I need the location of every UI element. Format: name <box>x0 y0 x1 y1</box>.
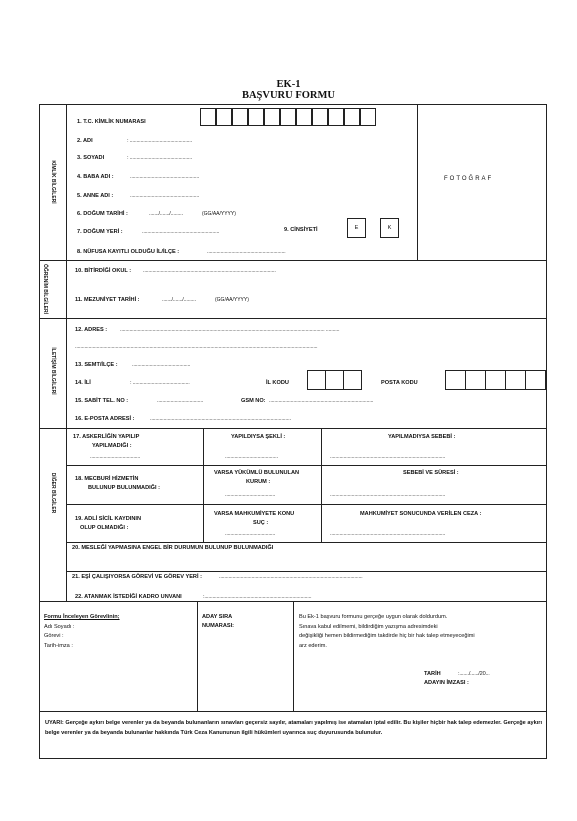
photo-label: FOTOĞRAF <box>444 176 494 182</box>
tc-digit-box[interactable] <box>344 108 360 126</box>
adi-label: 2. ADI <box>77 138 93 144</box>
adres-field[interactable]: ....................................................................................................................................................... .......... <box>120 327 340 333</box>
il-label: 14. İLİ <box>75 380 91 386</box>
cinsiyet-k-checkbox[interactable] <box>380 218 399 238</box>
tc-digit-box[interactable] <box>200 108 216 126</box>
dogum-tarihi-label: 6. DOĞUM TARİHİ : <box>77 211 128 217</box>
adli-sicil-label: 19. ADLİ SİCİL KAYDININ <box>75 516 141 522</box>
tc-digit-box[interactable] <box>280 108 296 126</box>
diger-grid-line <box>321 428 322 542</box>
mahkumiyet-konu-field[interactable]: ..................................... <box>225 531 276 537</box>
askerlik-label: 17. ASKERLİĞİN YAPILIP <box>73 434 140 440</box>
kimlik-section-divider <box>39 260 547 261</box>
adres-field-line2[interactable]: ................................................................................................................................................................................... <box>75 344 318 350</box>
iletisim-section-divider <box>39 428 547 429</box>
eposta-field[interactable]: ........................................................................................................ <box>150 416 291 422</box>
cinsiyet-label: 9. CİNSİYETİ <box>284 227 318 233</box>
aday-sira-label: ADAY SIRA <box>202 614 233 620</box>
sebebi-suresi-label: SEBEBİ VE SÜRESİ : <box>403 470 459 476</box>
sabit-tel-label: 15. SABİT TEL. NO : <box>75 398 129 404</box>
es-gorevi-label: 21. EŞİ ÇALIŞIYORSA GÖREVİ VE GÖREV YERİ : <box>72 574 202 580</box>
adi-field[interactable]: : .............................................. <box>127 138 192 144</box>
tc-digit-box[interactable] <box>328 108 344 126</box>
tc-digit-box[interactable] <box>232 108 248 126</box>
uyari-text: UYARI: Gerçeğe aykırı belge verenler ya da beyanda bulunanların sınavları geçersiz sayılır, atamaları yapılmış ise atamaları iptal edilir. Bu kişiler hiçbir hak talep edemezler. Gerçeğe aykırı belge verenler ya da beyanda bulunanlar hakkında Türk Ceza Kanununun ilgili hükümleri uyarınca suç duyurusunda bulunulur. <box>45 720 542 736</box>
yukumlu-kurum-label-2: KURUM : <box>246 479 271 485</box>
anne-adi-field[interactable]: ................................................... <box>130 193 200 199</box>
il-kodu-digit-box[interactable] <box>343 370 362 390</box>
mezuniyet-tarihi-hint: (GG/AA/YYYY) <box>215 297 249 303</box>
yukumlu-kurum-field[interactable]: ..................................... <box>225 492 276 498</box>
posta-kodu-digit-box[interactable] <box>505 370 526 390</box>
adres-label: 12. ADRES : <box>75 327 108 333</box>
il-kodu-label: İL KODU <box>266 380 289 386</box>
il-kodu-digit-box[interactable] <box>307 370 326 390</box>
inceleyen-imza-label: Tarih-imza : <box>44 643 73 649</box>
section-label-kimlik: KİMLİK BİLGİLERİ <box>50 160 56 204</box>
inceleyen-gorevli-heading: Formu İnceleyen Görevlinin; <box>44 614 120 620</box>
form-annex-label: EK-1 <box>276 79 301 90</box>
tc-digit-box[interactable] <box>296 108 312 126</box>
tc-no-label: 1. T.C. KİMLİK NUMARASI <box>77 119 146 125</box>
cinsiyet-e-label: E <box>354 225 359 231</box>
sabit-tel-field[interactable]: .................................. <box>157 398 204 404</box>
dogum-yeri-label: 7. DOĞUM YERİ : <box>77 229 123 235</box>
askerlik-sekli-field[interactable]: ....................................... <box>225 454 278 460</box>
mahkumiyet-ceza-label: MAHKUMİYET SONUCUNDA VERİLEN CEZA : <box>360 511 482 517</box>
dogum-tarihi-field[interactable]: ......./......./......... <box>149 211 183 217</box>
eposta-label: 16. E-POSTA ADRESİ : <box>75 416 135 422</box>
diger-row-divider <box>66 542 547 543</box>
cinsiyet-k-label: K <box>387 225 392 231</box>
askerlik-sebebi-field[interactable]: ..................................................................................... <box>330 454 446 460</box>
bitirdigi-okul-field[interactable]: .................................................................................................. <box>143 268 276 274</box>
baba-adi-field[interactable]: ................................................... <box>130 174 200 180</box>
tc-digit-box[interactable] <box>264 108 280 126</box>
adli-sicil-label-2: OLUP OLMADIĞI : <box>80 525 129 531</box>
semt-ilce-label: 13. SEMT/İLÇE : <box>75 362 118 368</box>
soyadi-field[interactable]: : .............................................. <box>127 155 192 161</box>
il-kodu-digit-box[interactable] <box>325 370 344 390</box>
posta-kodu-digit-box[interactable] <box>465 370 486 390</box>
askerlik-sebebi-label: YAPILMADIYSA SEBEBİ : <box>388 434 456 440</box>
askerlik-label-2: YAPILMADIĞI : <box>92 443 132 449</box>
il-field[interactable]: : .......................................... <box>130 380 190 386</box>
yukumlu-kurum-label: VARSA YÜKÜMLÜ BULUNULAN <box>214 470 300 476</box>
section-label-ogrenim: ÖĞRENİM BİLGİLERİ <box>42 264 48 314</box>
semt-ilce-field[interactable]: ........................................... <box>132 362 191 368</box>
baba-adi-label: 4. BABA ADI : <box>77 174 114 180</box>
diger-row-divider <box>66 571 547 572</box>
tc-digit-box[interactable] <box>360 108 376 126</box>
tc-digit-box[interactable] <box>248 108 264 126</box>
footer-divider <box>197 601 198 712</box>
dogum-tarihi-hint: (GG/AA/YYYY) <box>202 211 236 217</box>
mezuniyet-tarihi-label: 11. MEZUNİYET TARİHİ : <box>75 297 140 303</box>
bitirdigi-okul-label: 10. BİTİRDİĞİ OKUL : <box>75 268 132 274</box>
aday-sira-label-2: NUMARASI: <box>202 623 235 629</box>
diger-row-divider <box>66 504 547 505</box>
section-label-diger: DİĞER BİLGİLER <box>50 472 56 514</box>
beyan-line-3: değişikliği hemen bildirmediğim takdirde hiç bir hak talep etmeyeceğimi <box>299 633 475 639</box>
soyadi-label: 3. SOYADI <box>77 155 105 161</box>
beyan-line-2: Sınava kabul edilmemi, bildirdiğim yazışma adresimdeki <box>299 624 438 630</box>
gsm-label: GSM NO: <box>241 398 266 404</box>
form-title: BAŞVURU FORMU <box>241 90 336 101</box>
diger-row-divider <box>66 465 547 466</box>
posta-kodu-label: POSTA KODU <box>381 380 418 386</box>
gsm-field[interactable]: ............................................................................. <box>269 398 374 404</box>
mecburi-hizmet-label-2: BULUNUP BULUNMADIĞI : <box>88 485 160 491</box>
mahkumiyet-ceza-field[interactable]: ..................................................................................... <box>330 531 446 537</box>
kadro-unvani-field[interactable]: :............................................................................... <box>203 594 312 600</box>
tc-digit-box[interactable] <box>216 108 232 126</box>
posta-kodu-digit-box[interactable] <box>485 370 506 390</box>
tarih-label: TARİH <box>424 671 441 677</box>
diger-grid-line <box>203 428 204 542</box>
mezuniyet-tarihi-field[interactable]: ......./......./......... <box>162 297 196 303</box>
inceleyen-gorevi-label: Görevi : <box>44 633 64 639</box>
kadro-unvani-label: 22. ATANMAK İSTEDİĞİ KADRO UNVANI <box>75 594 182 600</box>
tarih-field[interactable]: :......./....../20... <box>458 671 490 677</box>
cinsiyet-e-checkbox[interactable] <box>347 218 366 238</box>
dogum-yeri-field[interactable]: ......................................................... <box>142 229 220 235</box>
nufus-il-ilce-field[interactable]: .......................................................... <box>207 249 286 255</box>
mahkumiyet-konu-label: VARSA MAHKUMİYETE KONU <box>214 511 295 517</box>
posta-kodu-digit-box[interactable] <box>525 370 546 390</box>
section-label-iletisim: İLETİŞİM BİLGİLERİ <box>50 347 56 395</box>
aday-imza-label: ADAYIN İMZASI : <box>424 680 469 686</box>
inceleyen-adi-label: Adı Soyadı : <box>44 624 75 630</box>
mahkumiyet-konu-label-2: SUÇ : <box>253 520 269 526</box>
posta-kodu-digit-box[interactable] <box>445 370 466 390</box>
section-column-divider <box>66 104 67 601</box>
nufus-il-ilce-label: 8. NÜFUSA KAYITLI OLDUĞU İL/İLÇE : <box>77 249 180 255</box>
meslek-engel-label: 20. MESLEĞİ YAPMASINA ENGEL BİR DURUMUN BULUNUP BULUNMADIĞI <box>72 545 274 551</box>
beyan-line-4: arz ederim. <box>299 643 327 649</box>
ogrenim-section-divider <box>39 318 547 319</box>
photo-area-border <box>417 104 418 260</box>
mecburi-hizmet-label: 18. MECBURİ HİZMETİN <box>75 476 139 482</box>
anne-adi-label: 5. ANNE ADI : <box>77 193 114 199</box>
askerlik-sekli-label: YAPILDIYSA ŞEKLİ : <box>231 434 286 440</box>
sebebi-suresi-field[interactable]: ..................................................................................... <box>330 492 446 498</box>
tc-digit-box[interactable] <box>312 108 328 126</box>
footer-divider <box>293 601 294 712</box>
askerlik-field[interactable]: ..................................... <box>90 454 141 460</box>
beyan-line-1: Bu Ek-1 başvuru formunu gerçeğe uygun olarak doldurdum. <box>299 614 448 620</box>
es-gorevi-field[interactable]: .......................................................................................................... <box>219 574 363 580</box>
